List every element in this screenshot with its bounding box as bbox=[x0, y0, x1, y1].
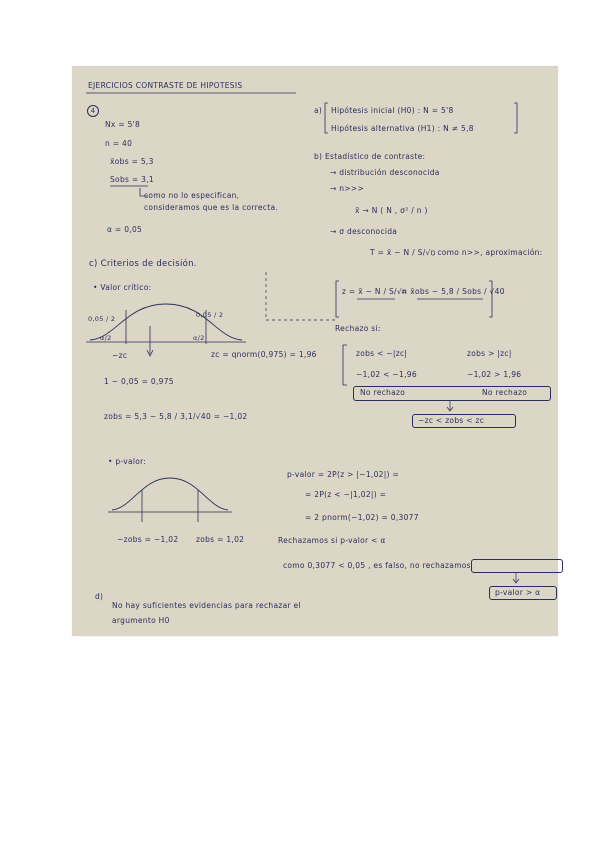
zobs-calculation: zobs = 5,3 − 5,8 / 3,1/√40 = −1,02 bbox=[104, 412, 248, 421]
part-b-line3: x̄ → N ( N , σ² / n ) bbox=[355, 206, 428, 215]
given-sobs: Sobs = 3,1 bbox=[110, 175, 154, 184]
part-b-line4: → σ desconocida bbox=[330, 227, 398, 236]
zc-value: zc = qnorm(0,975) = 1,96 bbox=[211, 350, 317, 359]
part-d-line-2: argumento H0 bbox=[112, 616, 170, 625]
no-rechazo-left: No rechazo bbox=[360, 388, 406, 397]
given-mu: Nx = 5'8 bbox=[105, 120, 141, 129]
rechazo-brace bbox=[341, 343, 349, 387]
part-b-line5a: T = x̄ − N / S/√n bbox=[370, 248, 436, 257]
exercise-number: 4 bbox=[87, 105, 99, 117]
valor-critico-label: • Valor crítico: bbox=[93, 283, 152, 292]
title-underline bbox=[86, 91, 298, 95]
pvalor-line-3: = 2 pnorm(−1,02) = 0,3077 bbox=[305, 513, 419, 522]
part-b-line1: → distribución desconocida bbox=[330, 168, 440, 177]
rechazo-interval: −zc < zobs < zc bbox=[418, 416, 485, 425]
pvalor-conclusion: como 0,3077 < 0,05 , es falso, no rechazamos bbox=[283, 561, 471, 570]
final-arrow bbox=[512, 572, 520, 584]
pvalor-final: p-valor > α bbox=[495, 588, 541, 597]
given-alpha: α = 0,05 bbox=[107, 225, 143, 234]
part-b-label: b) Estadístico de contraste: bbox=[314, 152, 426, 161]
implies-arrow bbox=[446, 400, 454, 412]
rechazo-cond-3: −1,02 < −1,96 bbox=[356, 370, 417, 379]
alpha-half-left: 0,05 / 2 bbox=[88, 315, 116, 323]
minus-zc: −zc bbox=[112, 351, 128, 360]
part-d-line-1: No hay suficientes evidencias para rechazar el bbox=[112, 601, 301, 610]
part-d-label: d) bbox=[95, 592, 104, 601]
given-n: n = 40 bbox=[105, 139, 133, 148]
alpha-2-left: α/2 bbox=[100, 334, 112, 342]
pvalor-right-mark: zobs = 1,02 bbox=[196, 535, 245, 544]
part-b-line5b: , como n>>, aproximación: bbox=[432, 248, 543, 257]
no-rechazo-right: No rechazo bbox=[482, 388, 528, 397]
page-title: EJERCICIOS CONTRASTE DE HIPOTESIS bbox=[88, 81, 243, 90]
given-xobs: x̄obs = 5,3 bbox=[110, 157, 154, 166]
given-note-1: como no lo especifican, bbox=[144, 191, 240, 200]
given-note-2: consideramos que es la correcta. bbox=[144, 203, 279, 212]
pvalor-label: • p-valor: bbox=[108, 457, 147, 466]
pvalor-rule: Rechazamos si p-valor < α bbox=[278, 536, 386, 545]
pvalor-bell-curve bbox=[108, 476, 236, 526]
critical-value-bell-curve bbox=[86, 296, 250, 358]
part-c-label: c) Criterios de decisión. bbox=[89, 259, 197, 269]
one-minus-alpha: 1 − 0,05 = 0,975 bbox=[104, 377, 174, 386]
hypothesis-h0: Hipótesis inicial (H0) : N = 5'8 bbox=[331, 106, 454, 115]
part-b-line2: → n>>> bbox=[330, 184, 365, 193]
dashed-separator bbox=[262, 270, 340, 324]
pvalor-line-1: p-valor = 2P(z > |−1,02|) = bbox=[287, 470, 400, 479]
rechazo-cond-4: −1,02 > 1,96 bbox=[467, 370, 522, 379]
pvalor-left-mark: −zobs = −1,02 bbox=[117, 535, 179, 544]
rechazo-title: Rechazo si: bbox=[335, 324, 381, 333]
formula-bracket bbox=[335, 279, 495, 319]
alpha-2-right: α/2 bbox=[193, 334, 205, 342]
formula-right: = x̄obs − 5,8 / Sobs / √40 bbox=[401, 287, 505, 296]
rechazo-cond-1: zobs < −|zc| bbox=[356, 349, 408, 358]
rechazo-cond-2: zobs > |zc| bbox=[467, 349, 512, 358]
alpha-half-right: 0,05 / 2 bbox=[196, 311, 224, 319]
no-rechazamos-box bbox=[471, 559, 563, 573]
part-a-label: a) bbox=[314, 106, 323, 115]
formula-left: z = x̄ − N / S/√n bbox=[342, 287, 408, 296]
pvalor-line-2: = 2P(z < −|1,02|) = bbox=[305, 490, 387, 499]
hypothesis-h1: Hipótesis alternativa (H1) : N ≠ 5,8 bbox=[331, 124, 474, 133]
